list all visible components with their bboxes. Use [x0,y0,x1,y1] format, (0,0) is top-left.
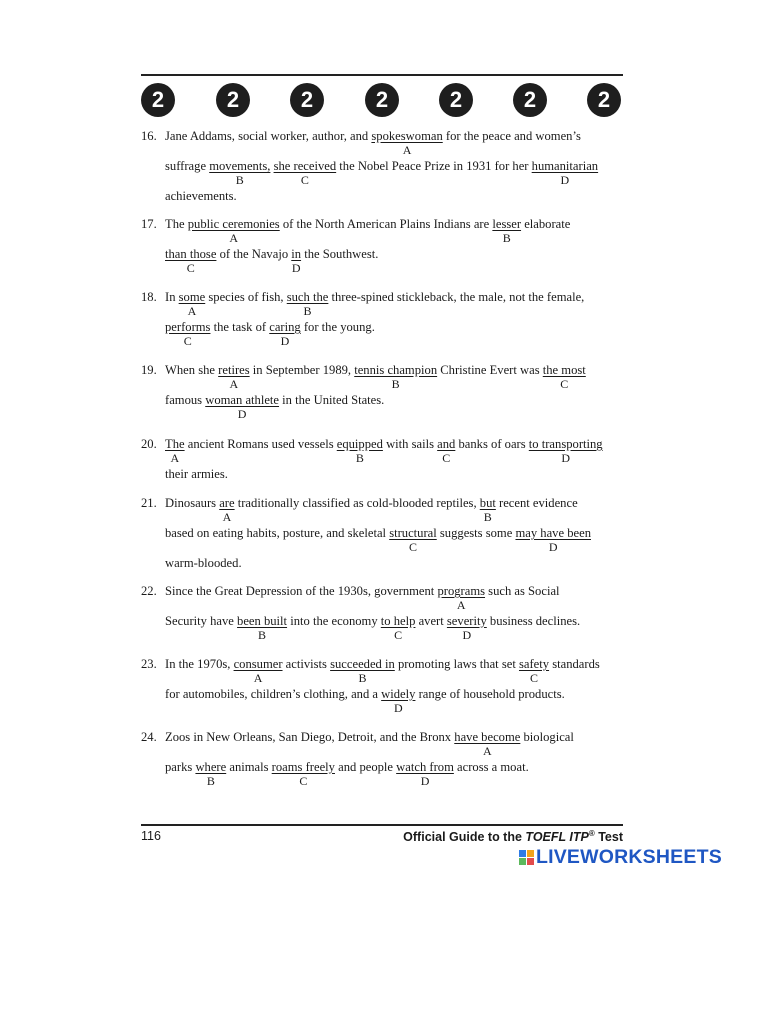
option-letter: D [291,261,301,275]
question-line [141,129,623,159]
question-text: In some A species of fish, such the B three-spined stickleback, the male, not the female, [165,290,585,318]
option-letter: A [170,451,180,465]
option-letter: A [456,598,466,612]
question-line [141,437,623,467]
answer-option-c[interactable]: safety C [518,657,550,685]
option-letter: C [442,451,451,465]
question-text: than those C of the Navajo in D the Southwest. [165,247,379,275]
question-number: 23. [141,657,157,671]
answer-option-c[interactable]: structural C [389,526,437,554]
answer-option-d[interactable]: humanitarian D [531,159,599,187]
option-letter: A [402,143,412,157]
registered-mark: ® [588,829,595,838]
option-letter: D [420,774,430,788]
option-letter: C [560,377,569,391]
question-18 [141,290,623,350]
question-24 [141,730,623,790]
question-line [141,363,623,393]
question-text: their armies. [165,467,228,481]
option-letter: C [186,261,195,275]
answer-option-c[interactable]: performs C [165,320,211,348]
answer-option-c[interactable]: than those C [165,247,217,275]
option-letter: B [502,231,511,245]
answer-option-d[interactable]: in D [291,247,302,275]
answer-option-b[interactable]: such the B [286,290,329,318]
question-text: Jane Addams, social worker, author, and spokeswoman A for the peace and women’s [165,129,581,157]
question-number: 19. [141,363,157,377]
option-letter: B [235,173,244,187]
option-letter: D [560,173,570,187]
answer-option-b[interactable]: but B [479,496,496,524]
question-line [141,159,623,189]
question-line [141,393,623,423]
question-text: suffrage movements, B she received C the Nobel Peace Prize in 1931 for her humanitarian D [165,159,599,187]
answer-option-a[interactable]: some A [178,290,206,318]
question-text: In the 1970s, consumer A activists succeeded in B promoting laws that set safety C standards [165,657,600,685]
question-text: Security have been built B into the economy to help C avert severity D business declines. [165,614,581,642]
option-letter: B [206,774,215,788]
answer-option-d[interactable]: caring D [269,320,301,348]
answer-option-a[interactable]: public ceremonies A [187,217,280,245]
question-text: based on eating habits, posture, and skeletal structural C suggests some may have been D [165,526,591,554]
header-rule [141,74,623,76]
option-letter: C [408,540,417,554]
question-line [141,614,623,644]
answer-option-d[interactable]: widely D [381,687,416,715]
question-text: warm-blooded. [165,556,242,570]
book-title-prefix: Official Guide to the [403,830,526,845]
section-badge: 2 [439,83,473,117]
answer-option-d[interactable]: may have been D [515,526,591,554]
question-number: 16. [141,129,157,143]
answer-option-b[interactable]: succeeded in B [330,657,395,685]
answer-option-b[interactable]: where B [195,760,227,788]
answer-option-a[interactable]: retires A [218,363,250,391]
option-letter: B [391,377,400,391]
option-letter: D [237,407,247,421]
question-number: 20. [141,437,157,451]
question-text: The public ceremonies A of the North American Plains Indians are lesser B elaborate [165,217,571,245]
question-line [141,760,623,790]
answer-option-b[interactable]: been built B [237,614,288,642]
option-letter: D [280,334,290,348]
option-letter: C [299,774,308,788]
question-20 [141,437,623,482]
question-text: achievements. [165,189,237,203]
answer-option-c[interactable]: roams freely C [271,760,335,788]
option-letter: D [548,540,558,554]
option-letter: D [393,701,403,715]
question-text: Dinosaurs are A traditionally classified as cold-blooded reptiles, but B recent evidence [165,496,578,524]
question-line [141,467,623,482]
answer-option-a[interactable]: are A [219,496,235,524]
answer-option-c[interactable]: she received C [273,159,337,187]
answer-option-a[interactable]: spokeswoman A [371,129,443,157]
option-letter: A [187,304,197,318]
option-letter: A [253,671,263,685]
answer-option-c[interactable]: the most C [542,363,586,391]
question-text: famous woman athlete D in the United States. [165,393,385,421]
question-text: for automobiles, children’s clothing, and a widely D range of household products. [165,687,565,715]
option-letter: A [229,377,239,391]
option-letter: C [530,671,539,685]
option-letter: D [462,628,472,642]
liveworksheets-wordmark: LIVEWORKSHEETS [536,845,722,868]
question-23 [141,657,623,717]
answer-option-d[interactable]: to transporting D [528,437,603,465]
option-letter: A [482,744,492,758]
question-line [141,247,623,277]
question-text: performs C the task of caring D for the young. [165,320,375,348]
page [141,0,623,1024]
question-22 [141,584,623,644]
question-number: 24. [141,730,157,744]
question-19 [141,363,623,423]
answer-option-b[interactable]: equipped B [336,437,383,465]
section-badge: 2 [290,83,324,117]
option-letter: A [222,510,232,524]
liveworksheets-logo [519,846,722,868]
question-line [141,687,623,717]
option-letter: B [258,628,267,642]
option-letter: C [300,173,309,187]
question-line [141,496,623,526]
question-17 [141,217,623,277]
book-title [403,829,623,844]
section-badges [141,83,623,117]
option-letter: D [561,451,571,465]
question-line [141,657,623,687]
book-title-suffix: Test [594,830,623,845]
question-text: parks where B animals roams freely C and people watch from D across a moat. [165,760,529,788]
option-letter: B [483,510,492,524]
question-line [141,526,623,556]
question-text: When she retires A in September 1989, tennis champion B Christine Evert was the most C [165,363,586,391]
question-line [141,320,623,350]
option-letter: A [229,231,239,245]
answer-option-b[interactable]: lesser B [492,217,522,245]
question-number: 22. [141,584,157,598]
question-21 [141,496,623,571]
book-title-italic: TOEFL ITP [525,830,589,845]
option-letter: C [394,628,403,642]
page-number: 116 [141,829,161,843]
answer-option-c[interactable]: and C [437,437,456,465]
answer-option-a[interactable]: The A [165,437,185,465]
section-badge: 2 [587,83,621,117]
answer-option-b[interactable]: movements, B [209,159,271,187]
answer-option-a[interactable]: have become A [454,730,521,758]
question-line [141,290,623,320]
answer-option-c[interactable]: to help C [380,614,416,642]
question-text: Zoos in New Orleans, San Diego, Detroit, and the Bronx have become A biological [165,730,574,758]
question-line [141,217,623,247]
answer-option-d[interactable]: severity D [446,614,487,642]
question-line [141,730,623,760]
question-text: The A ancient Romans used vessels equipped B with sails and C banks of oars to transporting D [165,437,603,465]
section-badge: 2 [141,83,175,117]
question-line [141,584,623,614]
footer-rule [141,824,623,826]
option-letter: C [183,334,192,348]
question-text: Since the Great Depression of the 1930s, government programs A such as Social [165,584,560,612]
answer-option-a[interactable]: programs A [437,584,486,612]
question-16 [141,129,623,204]
liveworksheets-logo-icon [519,850,534,865]
section-badge: 2 [365,83,399,117]
answer-option-d[interactable]: watch from D [396,760,454,788]
question-line [141,556,623,571]
question-number: 17. [141,217,157,231]
option-letter: B [355,451,364,465]
option-letter: B [303,304,312,318]
option-letter: B [358,671,367,685]
section-badge: 2 [513,83,547,117]
question-number: 18. [141,290,157,304]
question-line [141,189,623,204]
answer-option-b[interactable]: tennis champion B [354,363,438,391]
question-number: 21. [141,496,157,510]
answer-option-a[interactable]: consumer A [233,657,283,685]
answer-option-d[interactable]: woman athlete D [205,393,280,421]
section-badge: 2 [216,83,250,117]
